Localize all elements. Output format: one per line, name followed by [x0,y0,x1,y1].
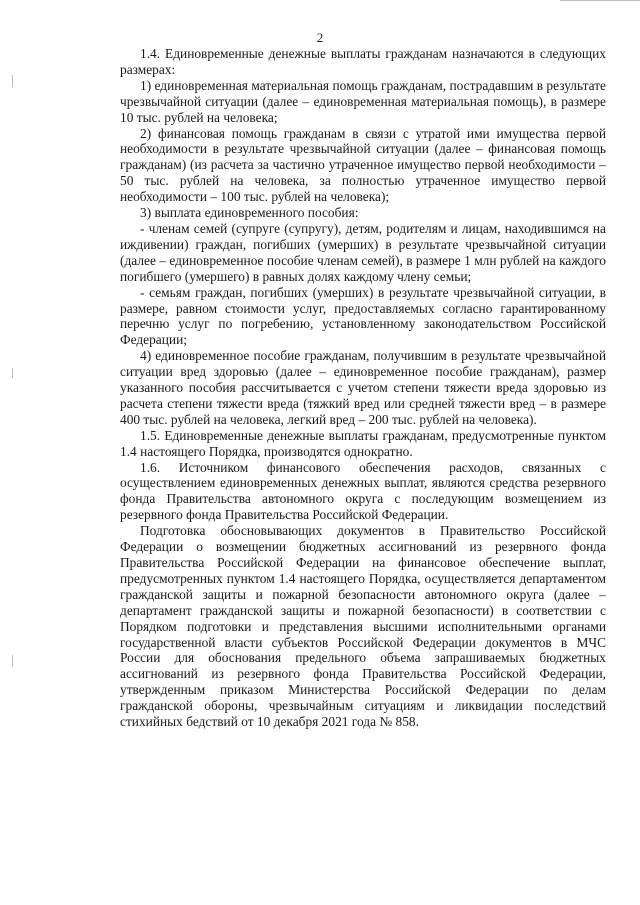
paragraph-preparation: Подготовка обосновывающих документов в Правительство Российской Федерации о возмещении бюджетных ассигнований из резервного фонда Правительства Российской Федерации на финансовое обеспечение выплат, предусмотренных пунктом 1.4 настоящего Порядка, осуществляется департаментом гражданской защиты и пожарной безопасности автономного округа (далее – департамент гражданской защиты и пожарной безопасности) в соответствии с Порядком подготовки и представления высшими исполнительными органами государственной власти субъектов Российской Федерации документов в МЧС России для обоснования предельного объема запрашиваемых бюджетных ассигнований из резервного фонда Правительства Российской Федерации, утвержденным приказом Министерства Российской Федерации по делам гражданской обороны, чрезвычайным ситуациям и ликвидации последствий стихийных бедствий от 10 декабря 2021 года № 858. [120,523,606,730]
paragraph-item-1: 1) единовременная материальная помощь гражданам, пострадавшим в результате чрезвычайной ситуации (далее – единовременная материальная помощь), в размере 10 тыс. рублей на человека; [120,77,606,125]
scan-edge-mark-left-1 [12,75,13,87]
document-body [120,46,606,730]
paragraph-item-2: 2) финансовая помощь гражданам в связи с утратой ими имущества первой необходимости в результате чрезвычайной ситуации (далее – финансовая помощь гражданам) (из расчета за частично утраченное имущество первой необходимости – 50 тыс. рублей на человека, за полностью утраченное имущество первой необходимости – 100 тыс. рублей на человека); [120,125,606,205]
paragraph-item-4: 4) единовременное пособие гражданам, получившим в результате чрезвычайной ситуации вред здоровью (далее – единовременное пособие гражданам), размер указанного пособия рассчитывается с учетом степени тяжести вреда здоровью из расчета степени тяжести вреда (тяжкий вред или средней тяжести вред – в размере 400 тыс. рублей на человека, легкий вред – 200 тыс. рублей на человека). [120,348,606,427]
scan-edge-mark-left-2 [12,368,13,378]
paragraph-1-5: 1.5. Единовременные денежные выплаты гражданам, предусмотренные пунктом 1.4 настоящего Порядка, производятся однократно. [120,427,606,459]
paragraph-1-6: 1.6. Источником финансового обеспечения расходов, связанных с осуществлением единовременных денежных выплат, являются средства резервного фонда Правительства автономного округа с последующим возмещением из резервного фонда Правительства Российской Федерации. [120,459,606,523]
paragraph-item-3: 3) выплата единовременного пособия: [140,205,359,221]
paragraph-item-3-dash-1: - членам семей (супруге (супругу), детям, родителям и лицам, находившимся на иждивении) граждан, погибших (умерших) в результате чрезвычайной ситуации (далее – единовременное пособие членам семей), в размере 1 млн рублей на каждого погибшего (умершего) в равных долях каждому члену семьи; [120,220,606,284]
scan-edge-mark-left-3 [12,655,13,667]
paragraph-1-4: 1.4. Единовременные денежные выплаты гражданам назначаются в следующих размерах: [120,46,606,77]
page-number: 2 [316,30,324,45]
scan-edge-mark-top [560,0,640,1]
paragraph-item-3-dash-2: - семьям граждан, погибших (умерших) в результате чрезвычайной ситуации, в размере, равном стоимости услуг, предоставляемых согласно гарантированному перечню услуг по погребению, установленному законодательством Российской Федерации; [120,284,606,348]
